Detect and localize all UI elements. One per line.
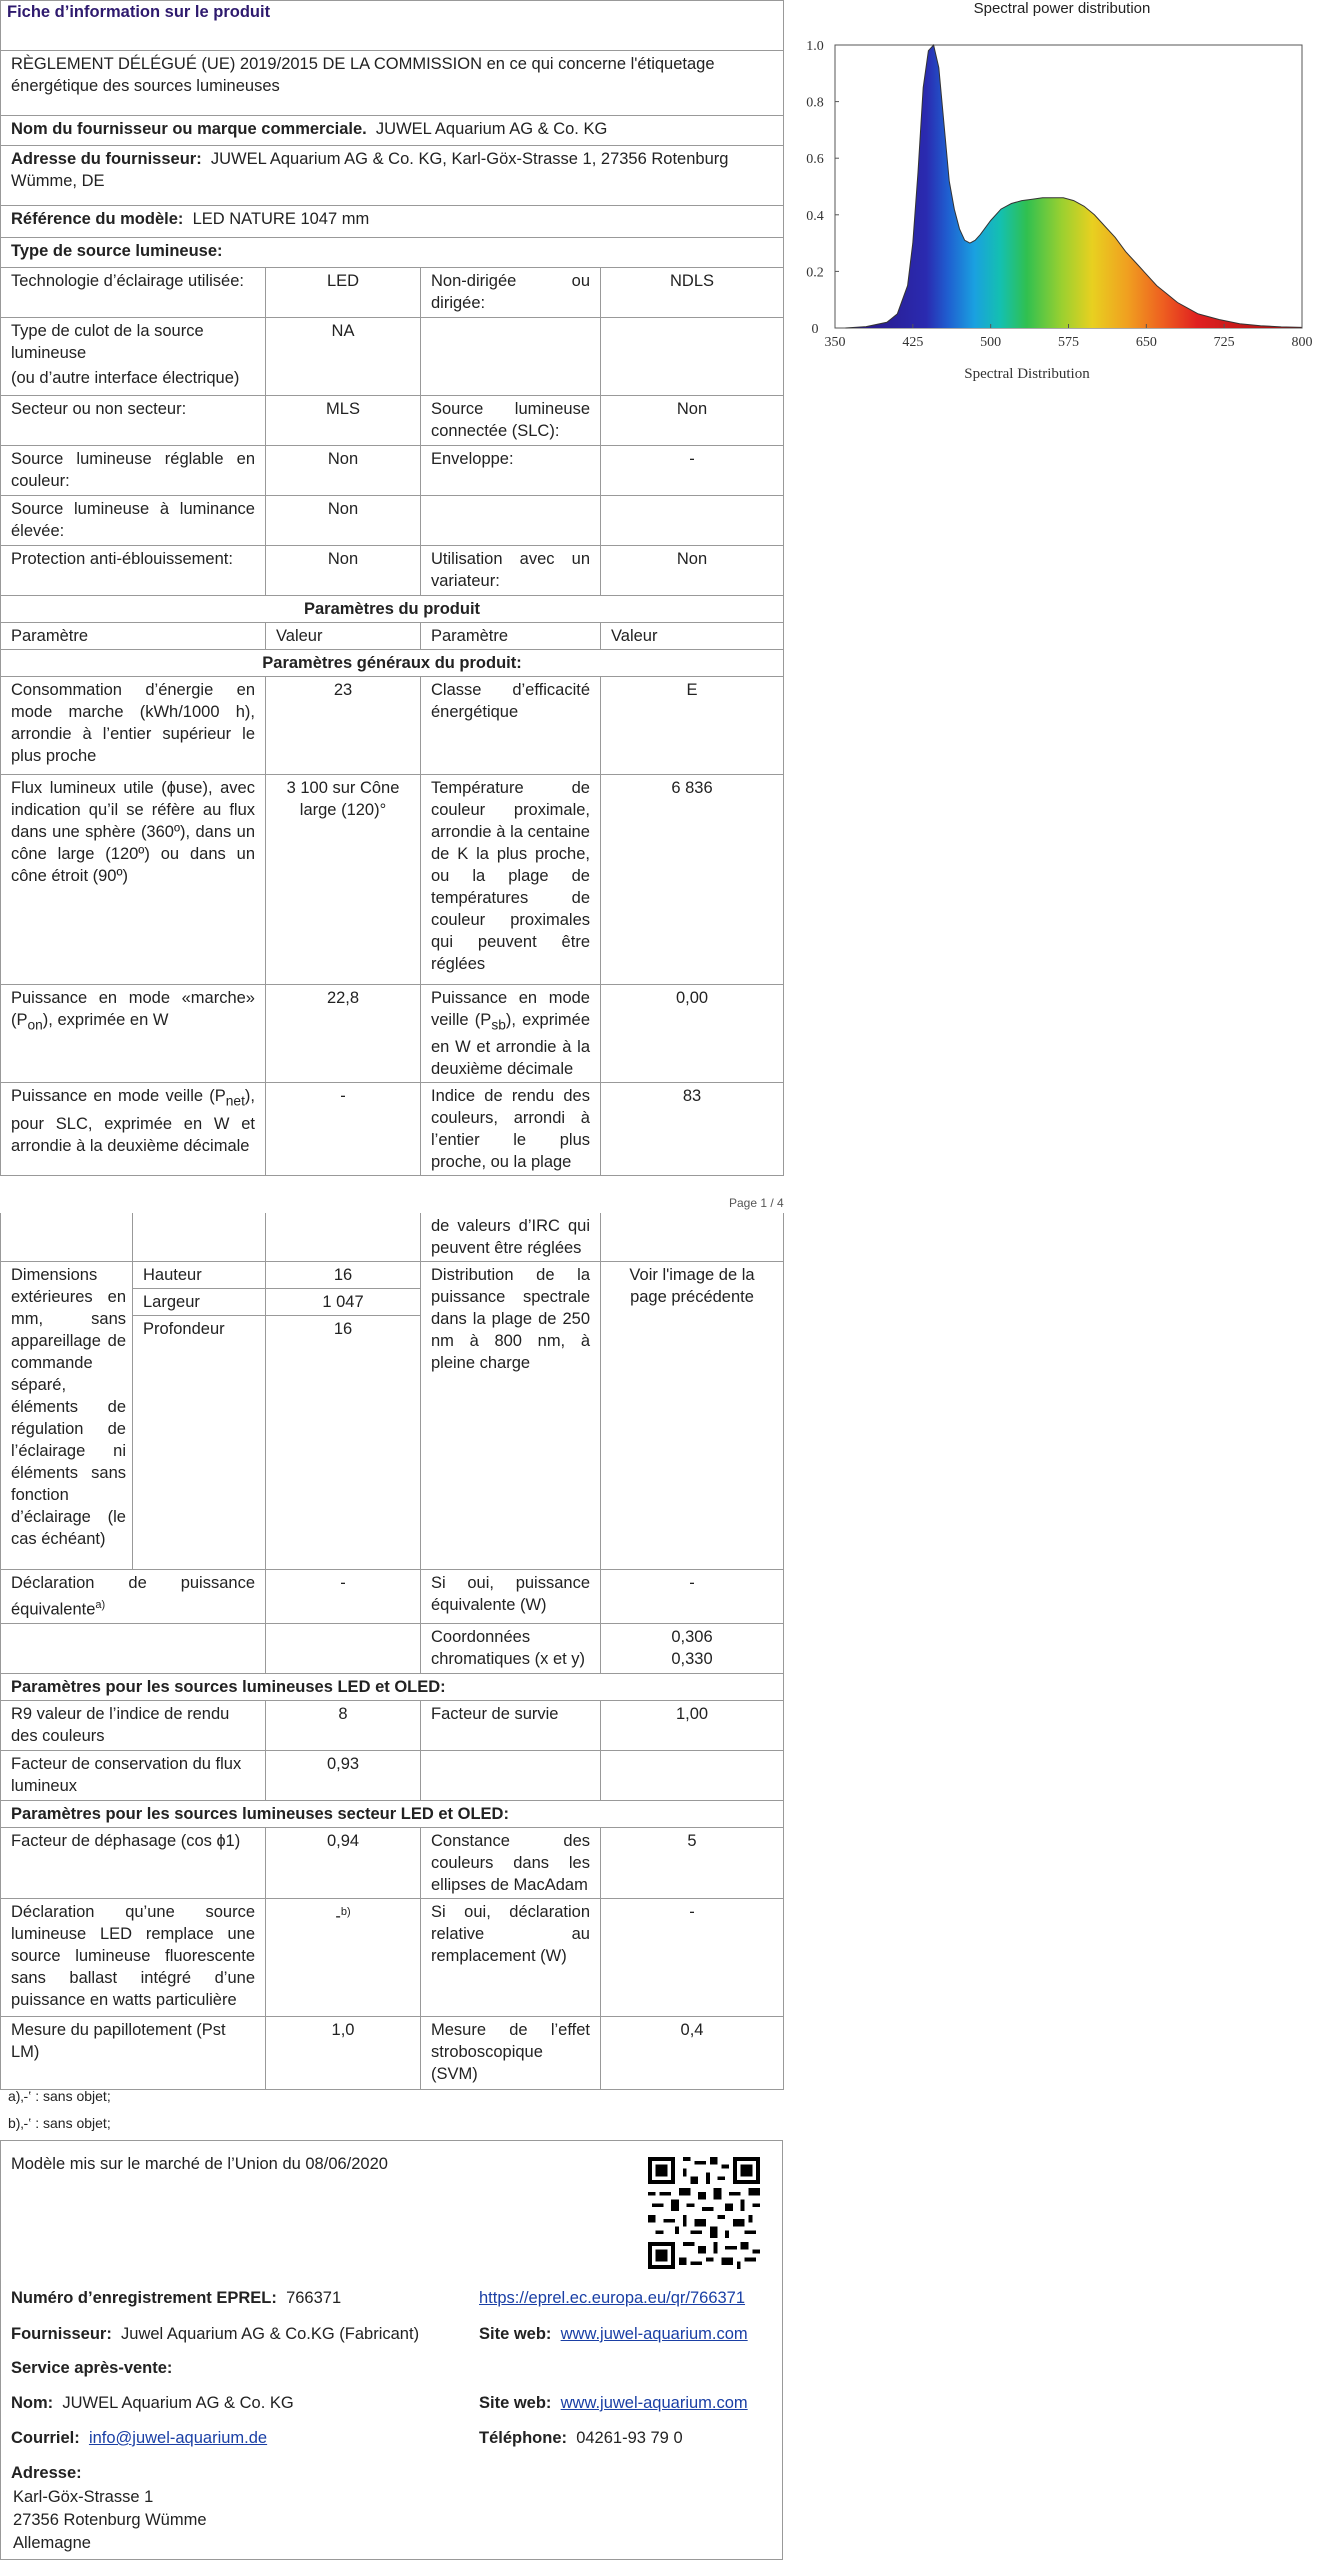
survival-label: Facteur de survie <box>421 1700 601 1750</box>
high-luminance-value: Non <box>266 496 421 546</box>
width-label: Largeur <box>133 1289 266 1316</box>
lumen-maintenance-value: 0,93 <box>266 1750 421 1800</box>
model-label: Référence du modèle: <box>11 210 184 228</box>
chromaticity-y: 0,330 <box>671 1649 713 1668</box>
service-heading: Service après-vente: <box>11 2359 173 2377</box>
general-params-heading: Paramètres généraux du produit: <box>1 650 784 677</box>
phone-label: Téléphone: <box>479 2429 568 2447</box>
footnote-b: b)‚-‛ : sans objet; <box>8 2115 111 2131</box>
email-link[interactable]: info@juwel-aquarium.de <box>88 2429 268 2447</box>
spectral-chart <box>790 0 1330 395</box>
empty-cell <box>601 496 784 546</box>
cap-value: NA <box>266 318 421 396</box>
stroboscopic-value: 0,4 <box>601 2016 784 2089</box>
supplier-address-row <box>1 146 784 206</box>
model-row <box>1 206 784 238</box>
equivalent-power-value: - <box>266 1570 421 1624</box>
empty-cell <box>266 1213 421 1262</box>
service-website-label: Site web: <box>479 2394 552 2412</box>
y-tick-label: 0.2 <box>806 265 824 281</box>
empty-cell <box>601 1213 784 1262</box>
supplier-address-value: JUWEL Aquarium AG & Co. KG, Karl-Göx-Strasse 1, 27356 Rotenburg Wümme, DE <box>11 150 729 190</box>
supplier-value: Juwel Aquarium AG & Co.KG (Fabricant) <box>121 2325 420 2343</box>
x-tick-label: 425 <box>902 335 924 350</box>
mains-label: Secteur ou non secteur: <box>1 396 266 446</box>
depth-value: 16 <box>266 1316 421 1570</box>
col-header-param: Paramètre <box>1 623 266 650</box>
macadam-label: Constance des couleurs dans les ellipses de MacAdam <box>421 1827 601 1898</box>
equivalent-power-label: Déclaration de puissance équivalente$^{a)}$ <box>1 1570 266 1624</box>
col-header-value: Valeur <box>266 623 421 650</box>
connected-label: Source lumineuse connectée (SLC): <box>421 396 601 446</box>
x-tick-label: 725 <box>1213 335 1235 350</box>
cri-label-part-1: Indice de rendu des couleurs, arrondi à l’entier le plus proche, ou la plage <box>421 1083 601 1176</box>
net-standby-label: Puissance en mode veille $(P_{net})$, pour SLC, exprimée en W et arrondie à la deuxième décimale <box>1 1083 266 1176</box>
website-label: Site web: <box>479 2325 552 2343</box>
product-sheet-page-1 <box>0 0 784 1176</box>
service-name-row <box>11 2394 294 2413</box>
stroboscopic-label: Mesure de l’effet stroboscopique (SVM) <box>421 2016 601 2089</box>
address-label: Adresse: <box>11 2464 82 2482</box>
product-params-heading: Paramètres du produit <box>1 596 784 623</box>
y-tick-label: 1.0 <box>806 39 824 54</box>
footnote-a: a)‚-‛ : sans objet; <box>8 2088 111 2104</box>
address-line-1: Karl-Göx-Strasse 1 <box>13 2488 154 2506</box>
r9-value: 8 <box>266 1700 421 1750</box>
empty-cell <box>1 1213 133 1262</box>
cct-value: 6 836 <box>601 775 784 985</box>
address-block <box>13 2486 207 2555</box>
source-type-heading: Type de source lumineuse: <box>1 238 784 268</box>
on-power-value: 22,8 <box>266 985 421 1083</box>
empty-cell <box>1 1623 266 1673</box>
tech-value: LED <box>266 268 421 318</box>
net-standby-value: - <box>266 1083 421 1176</box>
eprel-link[interactable]: https://eprel.ec.europa.eu/qr/766371 <box>479 2289 746 2307</box>
empty-cell <box>421 1750 601 1800</box>
empty-cell <box>266 1623 421 1673</box>
cct-label: Température de couleur proximale, arrondie à la centaine de K la plus proche, ou la plage de températures de couleur proximales qui peuvent être réglées <box>421 775 601 985</box>
service-website-link[interactable]: www.juwel-aquarium.com <box>560 2394 748 2412</box>
footnote-ref-a: a) <box>95 1599 106 1611</box>
supplier-address-label: Adresse du fournisseur: <box>11 150 202 168</box>
supplier-row <box>11 2325 419 2344</box>
dims-label: Dimensions extérieures en mm, sans appareillage de commande séparé, éléments de régulation de l’éclairage ni éléments sans fonction d’éclairage (le cas échéant) <box>1 1262 133 1570</box>
dimmer-value: Non <box>601 546 784 596</box>
flicker-value: 1,0 <box>266 2016 421 2089</box>
spd-value: Voir l'image de la page précédente <box>601 1262 784 1570</box>
registration-box <box>0 2140 783 2560</box>
standby-label: Puissance en mode veille $(P_{sb})$, exprimée en W et arrondie à la deuxième décimale <box>421 985 601 1083</box>
envelope-label: Enveloppe: <box>421 446 601 496</box>
r9-label: R9 valeur de l’indice de rendu des couleurs <box>1 1700 266 1750</box>
spd-label: Distribution de la puissance spectrale dans la plage de 250 nm à 800 nm, à pleine charge <box>421 1262 601 1570</box>
flux-label: Flux lumineux utile (ɸuse), avec indication qu’il se réfère au flux dans une sphère (360º), dans un cône large (120º) ou dans un cône étroit (90º) <box>1 775 266 985</box>
on-power-label: Puissance en mode «marche» $(P_{on})$, exprimée en W <box>1 985 266 1083</box>
x-tick-label: 800 <box>1291 335 1313 350</box>
replacement-w-label: Si oui, déclaration relative au remplacement (W) <box>421 1898 601 2016</box>
eprel-row <box>11 2289 341 2308</box>
tech-label: Technologie d’éclairage utilisée: <box>1 268 266 318</box>
service-name-label: Nom: <box>11 2394 54 2412</box>
empty-cell <box>133 1213 266 1262</box>
high-luminance-label: Source lumineuse à luminance élevée: <box>1 496 266 546</box>
power-factor-value: 0,94 <box>266 1827 421 1898</box>
connected-value: Non <box>601 396 784 446</box>
standby-value: 0,00 <box>601 985 784 1083</box>
chromaticity-x: 0,306 <box>671 1627 713 1646</box>
envelope-value: - <box>601 446 784 496</box>
regulation-text: RÈGLEMENT DÉLÉGUÉ (UE) 2019/2015 DE LA COMMISSION en ce qui concerne l'étiquetage énergétique des sources lumineuses <box>1 51 784 116</box>
chromaticity-label: Coordonnées chromatiques (x et y) <box>421 1623 601 1673</box>
cap-label-line-1: Type de culot de la source lumineuse <box>11 322 204 362</box>
energy-label: Consommation d’énergie en mode marche (kWh/1000 h), arrondie à l’entier supérieur le plus proche <box>1 677 266 775</box>
empty-cell <box>421 496 601 546</box>
dimmer-label: Utilisation avec un variateur: <box>421 546 601 596</box>
replacement-value: -$^{b)}$ <box>266 1898 421 2016</box>
chart-title: Spectral power distribution <box>973 0 1151 17</box>
service-name-value: JUWEL Aquarium AG & Co. KG <box>62 2394 294 2412</box>
phone-value: 04261-93 79 0 <box>576 2429 683 2447</box>
x-tick-label: 575 <box>1058 335 1079 350</box>
phone-row <box>479 2429 683 2448</box>
replacement-label: Déclaration qu’une source lumineuse LED remplace une source lumineuse fluorescente sans ballast intégré d’une puissance en watts particulière <box>1 1898 266 2016</box>
market-date-text: Modèle mis sur le marché de l’Union du 08/06/2020 <box>11 2155 388 2173</box>
height-label: Hauteur <box>133 1262 266 1289</box>
directed-label: Non-dirigée ou dirigée: <box>421 268 601 318</box>
macadam-value: 5 <box>601 1827 784 1898</box>
power-factor-label: Facteur de déphasage (cos ɸ1) <box>1 1827 266 1898</box>
equivalent-w-label: Si oui, puissance équivalente (W) <box>421 1570 601 1624</box>
cri-label-part-2: de valeurs d’IRC qui peuvent être réglées <box>421 1213 601 1262</box>
mains-led-oled-heading: Paramètres pour les sources lumineuses secteur LED et OLED: <box>1 1800 784 1827</box>
flux-value: 3 100 sur Cône large (120)° <box>266 775 421 985</box>
mains-value: MLS <box>266 396 421 446</box>
flicker-label: Mesure du papillotement (Pst LM) <box>1 2016 266 2089</box>
y-axis-ticks <box>806 39 839 337</box>
lumen-maintenance-label: Facteur de conservation du flux lumineux <box>1 1750 266 1800</box>
supplier-name-label: Nom du fournisseur ou marque commerciale. <box>11 120 367 138</box>
empty-cell <box>601 1750 784 1800</box>
website-link[interactable]: www.juwel-aquarium.com <box>560 2325 748 2343</box>
col-header-param: Paramètre <box>421 623 601 650</box>
x-tick-label: 350 <box>824 335 846 350</box>
page-number: Page 1 / 4 <box>729 1196 784 1210</box>
energy-value: 23 <box>266 677 421 775</box>
col-header-value: Valeur <box>601 623 784 650</box>
product-sheet-page-2 <box>0 1213 784 2090</box>
led-oled-heading: Paramètres pour les sources lumineuses LED et OLED: <box>1 1673 784 1700</box>
class-label: Classe d’efficacité énergétique <box>421 677 601 775</box>
address-line-2: 27356 Rotenburg Wümme <box>13 2511 207 2529</box>
chromaticity-value <box>601 1623 784 1673</box>
y-tick-label: 0.8 <box>806 95 824 111</box>
supplier-name-value: JUWEL Aquarium AG & Co. KG <box>375 120 608 138</box>
equivalent-w-value: - <box>601 1570 784 1624</box>
class-value: E <box>601 677 784 775</box>
supplier-label: Fournisseur: <box>11 2325 112 2343</box>
y-tick-label: 0 <box>811 322 819 337</box>
survival-value: 1,00 <box>601 1700 784 1750</box>
cri-value: 83 <box>601 1083 784 1176</box>
depth-label: Profondeur <box>133 1316 266 1570</box>
email-label: Courriel: <box>11 2429 80 2447</box>
spd-area <box>845 45 1302 328</box>
glare-value: Non <box>266 546 421 596</box>
x-tick-label: 650 <box>1135 335 1157 350</box>
colour-tunable-label: Source lumineuse réglable en couleur: <box>1 446 266 496</box>
empty-cell <box>601 318 784 396</box>
footnote-ref-b: b) <box>340 1905 351 1918</box>
replacement-w-value: - <box>601 1898 784 2016</box>
model-value: LED NATURE 1047 mm <box>192 210 370 228</box>
cap-label <box>1 318 266 396</box>
cap-label-line-2: (ou d’autre interface électrique) <box>11 369 240 387</box>
colour-tunable-value: Non <box>266 446 421 496</box>
width-value: 1 047 <box>266 1289 421 1316</box>
directed-value: NDLS <box>601 268 784 318</box>
y-tick-label: 0.6 <box>806 152 824 168</box>
x-tick-label: 500 <box>980 335 1002 350</box>
supplier-name-row <box>1 116 784 146</box>
empty-cell <box>421 318 601 396</box>
glare-label: Protection anti-éblouissement: <box>1 546 266 596</box>
y-tick-label: 0.4 <box>806 208 824 224</box>
page-title: Fiche d’information sur le produit <box>1 1 784 51</box>
height-value: 16 <box>266 1262 421 1289</box>
eprel-value: 766371 <box>286 2289 342 2307</box>
address-line-3: Allemagne <box>13 2534 91 2552</box>
x-axis-label: Spectral Distribution <box>964 366 1090 382</box>
eprel-label: Numéro d’enregistrement EPREL: <box>11 2289 277 2307</box>
qr-code-icon <box>648 2157 760 2269</box>
